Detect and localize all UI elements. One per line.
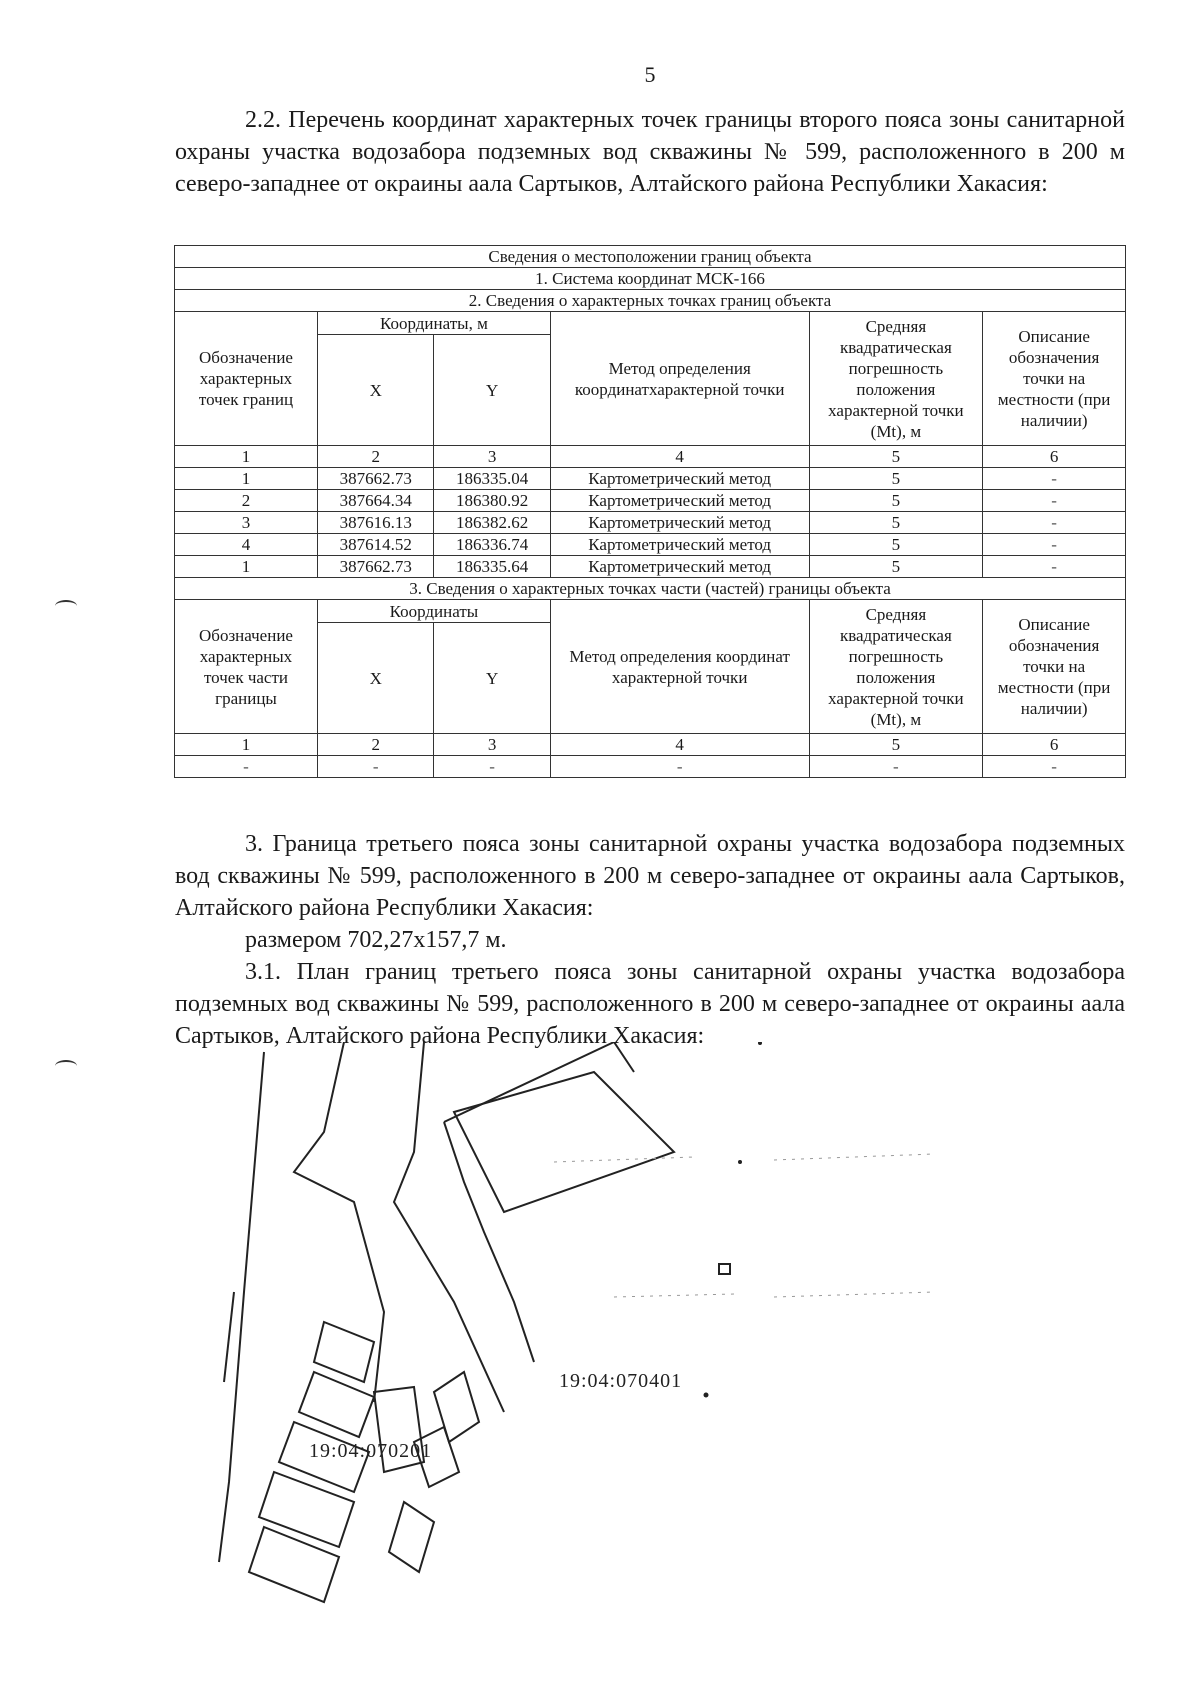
col-y: Y [434, 335, 550, 446]
col-error: Средняя квадратическая погрешность положения характерной точки (Mt), м [809, 312, 983, 446]
col-number: 6 [983, 734, 1126, 756]
table-row [175, 468, 1126, 490]
col-designation: Обозначение характерных точек границ [175, 312, 318, 446]
col-x: X [317, 335, 433, 446]
col-number: 5 [809, 446, 983, 468]
boundary-line [394, 1042, 504, 1412]
col-number: 1 [175, 734, 318, 756]
col-number: 1 [175, 446, 318, 468]
cell-method: Картометрический метод [550, 512, 809, 534]
cell-error: 5 [809, 468, 983, 490]
cell-y: 186382.62 [434, 512, 550, 534]
cell-y: 186336.74 [434, 534, 550, 556]
parts-col-description: Описание обозначения точки на местности (при наличии) [983, 600, 1126, 734]
cell-y: 186335.64 [434, 556, 550, 578]
cell-point: 1 [175, 556, 318, 578]
table-row [175, 756, 1126, 778]
cell-point: 1 [175, 468, 318, 490]
small-square-marker [719, 1264, 730, 1274]
zone-outline [444, 1042, 634, 1122]
dotted-line [554, 1157, 694, 1162]
col-number: 3 [434, 734, 550, 756]
cell-error: 5 [809, 512, 983, 534]
cell-desc: - [983, 534, 1126, 556]
zone-polygon [454, 1072, 674, 1212]
col-description: Описание обозначения точки на местности (при наличии) [983, 312, 1126, 446]
col-method: Метод определения координатхарактерной точки [550, 312, 809, 446]
map-dot [738, 1160, 742, 1164]
margin-mark [55, 1060, 77, 1072]
cadastral-label-1: 19:04:070401 [559, 1370, 683, 1392]
road-line [224, 1292, 234, 1382]
cell-point: 4 [175, 534, 318, 556]
col-number: 2 [317, 446, 433, 468]
parts-col-method: Метод определения координат характерной точки [550, 600, 809, 734]
cell-x: 387662.73 [317, 468, 433, 490]
cell-error: 5 [809, 490, 983, 512]
cell-x: 387662.73 [317, 556, 433, 578]
cell-empty: - [550, 756, 809, 778]
cell-empty: - [317, 756, 433, 778]
col-coords: Координаты, м [317, 312, 550, 335]
section-3-text: 3. Граница третьего пояса зоны санитарной охраны участка водозабора подземных вод скважины № 599, расположенного в 200 м северо-западнее от окраины аала Сартыков, Алтайского района Республики Хакасия: [175, 831, 1125, 921]
col-number: 5 [809, 734, 983, 756]
cadastral-label-2: 19:04:070201 [309, 1440, 433, 1462]
cell-method: Картометрический метод [550, 534, 809, 556]
cell-y: 186335.04 [434, 468, 550, 490]
cell-point: 2 [175, 490, 318, 512]
cell-empty: - [809, 756, 983, 778]
dotted-line [774, 1292, 934, 1297]
table-row [175, 534, 1126, 556]
section-3-1-text: 3.1. План границ третьего пояса зоны санитарной охраны участка водозабора подземных вод скважины № 599, расположенного в 200 м северо-западнее от окраины аала Сартыков, Алтайского района Республики Хакасия: [175, 959, 1125, 1049]
cell-desc: - [983, 512, 1126, 534]
col-number: 6 [983, 446, 1126, 468]
cell-desc: - [983, 556, 1126, 578]
parts-col-designation: Обозначение характерных точек части границы [175, 600, 318, 734]
coordinates-table [174, 245, 1126, 778]
building [389, 1502, 434, 1572]
parts-col-x: X [317, 623, 433, 734]
parts-col-error: Средняя квадратическая погрешность положения характерной точки (Mt), м [809, 600, 983, 734]
parts-numbers-row [175, 734, 1126, 756]
section-2-2-text: 2.2. Перечень координат характерных точек границы второго пояса зоны санитарной охраны участка водозабора подземных вод скважины № 599, расположенного в 200 м северо-западнее от окраины аала Сартыков, Алтайского района Республики Хакасия: [175, 107, 1125, 197]
parts-col-y: Y [434, 623, 550, 734]
table-header-points: 2. Сведения о характерных точках границ объекта [175, 290, 1126, 312]
col-number: 4 [550, 446, 809, 468]
building [249, 1527, 339, 1602]
cell-error: 5 [809, 556, 983, 578]
table-row [175, 512, 1126, 534]
cell-empty: - [434, 756, 550, 778]
cell-x: 387614.52 [317, 534, 433, 556]
column-numbers-row [175, 446, 1126, 468]
cell-empty: - [175, 756, 318, 778]
table-header-system: 1. Система координат МСК-166 [175, 268, 1126, 290]
table-header-parts: 3. Сведения о характерных точках части (частей) границы объекта [175, 578, 1126, 600]
road-line [219, 1052, 264, 1562]
building [259, 1472, 354, 1547]
cell-method: Картометрический метод [550, 468, 809, 490]
col-number: 4 [550, 734, 809, 756]
cell-x: 387616.13 [317, 512, 433, 534]
margin-mark [55, 600, 77, 612]
cell-x: 387664.34 [317, 490, 433, 512]
col-number: 3 [434, 446, 550, 468]
cell-point: 3 [175, 512, 318, 534]
building [314, 1322, 374, 1382]
table-header-location: Сведения о местоположении границ объекта [175, 246, 1126, 268]
parts-col-coords: Координаты [317, 600, 550, 623]
boundary-line [444, 1122, 534, 1362]
dotted-line [774, 1154, 934, 1160]
cell-y: 186380.92 [434, 490, 550, 512]
cell-empty: - [983, 756, 1126, 778]
cell-method: Картометрический метод [550, 490, 809, 512]
page-number: 5 [644, 62, 656, 87]
table-row [175, 490, 1126, 512]
cell-method: Картометрический метод [550, 556, 809, 578]
table-row [175, 556, 1126, 578]
size-text: размером 702,27х157,7 м. [245, 927, 507, 953]
dotted-line [614, 1294, 734, 1297]
col-number: 2 [317, 734, 433, 756]
cell-desc: - [983, 490, 1126, 512]
building [434, 1372, 479, 1442]
boundary-plan-map [174, 1042, 1074, 1612]
cell-error: 5 [809, 534, 983, 556]
boundary-line [294, 1042, 384, 1402]
map-dot [704, 1393, 709, 1398]
map-dot [758, 1042, 762, 1045]
cell-desc: - [983, 468, 1126, 490]
